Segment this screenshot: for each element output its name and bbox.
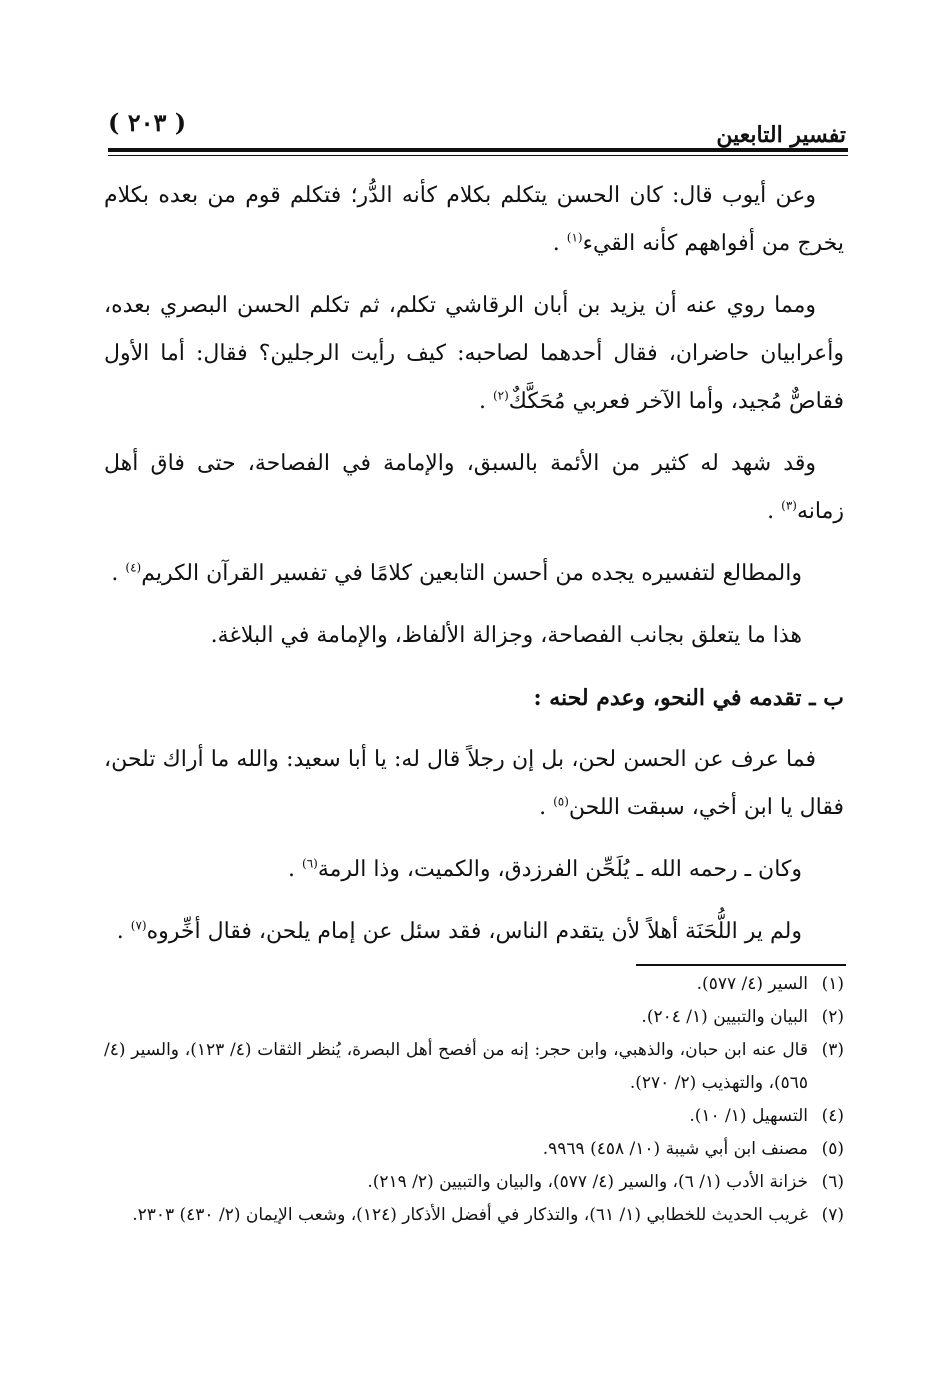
section-subheading: ب ـ تقدمه في النحو، وعدم لحنه : [533, 685, 844, 711]
footnote [104, 1133, 844, 1166]
footnote-ref-7: (٧) [130, 918, 147, 933]
paragraph-3: وقد شهد له كثير من الأئمة بالسبق، والإمامة في الفصاحة، حتى فاق أهل زمانه$^{(٣)}$ . [104, 451, 844, 524]
footnote-ref-5: (٥) [553, 794, 569, 809]
footnote-text: مصنف ابن أبي شيبة (١٠/ ٤٥٨) ٩٩٦٩. [542, 1139, 808, 1159]
footnote-number: (٥) [821, 1139, 844, 1159]
footnote-text: خزانة الأدب (١/ ٦)، والسير (٤/ ٥٧٧)، والبيان والتبيين (٢/ ٢١٩). [367, 1172, 808, 1192]
footnote-text: السير (٤/ ٥٧٧). [696, 974, 808, 994]
footnote-ref-2: (٢) [492, 388, 509, 403]
footnote-ref-6: (٦) [302, 856, 318, 871]
footnote-number: (٣) [821, 1040, 844, 1060]
page-header [108, 108, 846, 148]
footnote-ref-3: (٣) [781, 498, 797, 513]
footnote-number: (٤) [821, 1106, 844, 1126]
footnote [104, 1100, 844, 1133]
paragraph-7: وكان ـ رحمه الله ـ يُلَحِّن الفرزدق، والكميت، وذا الرمة$^{(٦)}$ . [288, 856, 802, 882]
paragraph-8: ولم ير اللُّحَنَة أهلاً لأن يتقدم الناس، فقد سئل عن إمام يلحن، فقال أخِّروه$^{(٧)}$ . [116, 918, 802, 944]
paragraph-5: هذا ما يتعلق بجانب الفصاحة، وجزالة الألفاظ، والإمامة في البلاغة. [210, 623, 802, 648]
footnote-text: غريب الحديث للخطابي (١/ ٦١)، والتذكار في أفضل الأذكار (١٢٤)، وشعب الإيمان (٢/ ٤٣٠) ٢٣٠٣. [132, 1205, 808, 1225]
footnote [104, 968, 844, 1001]
footnote [104, 1166, 844, 1199]
footnote-text: البيان والتبيين (١/ ٢٠٤). [641, 1007, 808, 1027]
paragraph-2: ومما روي عنه أن يزيد بن أبان الرقاشي تكلم، ثم تكلم الحسن البصري بعده، وأعرابيان حاضران، فقال أحدهما لصاحبه: كيف رأيت الرجلين؟ فقال: أما الأول فقاصٌّ مُجيد، وأما الآخر فعربي مُحَكَّكٌ$^{(٢)}$ . [104, 293, 844, 414]
footnote-number: (٧) [821, 1205, 844, 1225]
footnote-number: (١) [821, 974, 844, 994]
footnote-number: (٢) [821, 1007, 844, 1027]
footnote-number: (٦) [821, 1172, 844, 1192]
paragraph-6: فما عرف عن الحسن لحن، بل إن رجلاً قال له: يا أبا سعيد: والله ما أراك تلحن، فقال يا ابن أخي، سبقت اللحن$^{(٥)}$ . [104, 747, 844, 820]
header-rule-thin [108, 155, 848, 156]
paragraph-4: والمطالع لتفسيره يجده من أحسن التابعين كلامًا في تفسير القرآن الكريم$^{(٤)}$ . [111, 560, 802, 586]
main-text [104, 172, 844, 970]
footnote-text: قال عنه ابن حبان، والذهبي، وابن حجر: إنه من أفصح أهل البصرة، يُنظر الثقات (٤/ ١٢٣)، والسير (٤/ ٥٦٥)، والتهذيب (٢/ ٢٧٠). [104, 1040, 808, 1093]
book-title: تفسير التابعين [716, 122, 846, 148]
footnote [104, 1034, 844, 1100]
footnotes [104, 968, 844, 1232]
footnote [104, 1199, 844, 1232]
page-number: ( ٢٠٣ ) [108, 108, 187, 137]
header-rule-thick [108, 148, 848, 152]
footnote [104, 1001, 844, 1034]
footnote-text: التسهيل (١/ ١٠). [689, 1106, 808, 1126]
paragraph-1: وعن أيوب قال: كان الحسن يتكلم بكلام كأنه الدُّر؛ فتكلم قوم من بعده بكلام يخرج من أفواههم كأنه القيء$^{(١)}$ . [104, 183, 844, 256]
footnote-ref-1: (١) [566, 230, 583, 245]
footnote-separator [636, 964, 846, 966]
footnote-ref-4: (٤) [125, 560, 142, 575]
